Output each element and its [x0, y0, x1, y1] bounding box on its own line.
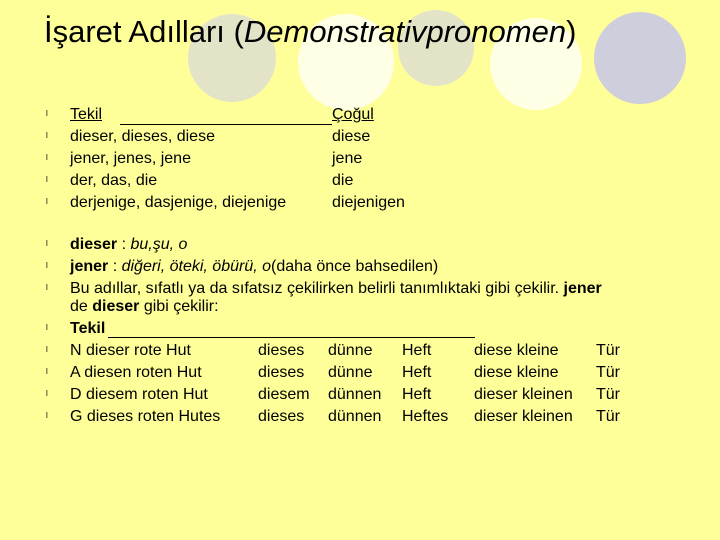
- bullet: l: [46, 131, 48, 140]
- bullet: l: [46, 345, 48, 354]
- plural-form: jene: [332, 150, 363, 167]
- bullet: l: [46, 323, 48, 332]
- masculine-cell: D diesem roten Hut: [70, 386, 208, 403]
- feminine-cell: dieser kleinen: [474, 408, 573, 425]
- neuter-noun-cell: Heftes: [402, 408, 449, 425]
- neuter-noun-cell: Heft: [402, 364, 432, 381]
- header-singular: Tekil: [70, 320, 106, 337]
- feminine-cell: diese kleine: [474, 342, 559, 359]
- masculine-cell: A diesen roten Hut: [70, 364, 202, 381]
- table1-row: [46, 150, 426, 172]
- table2-row: [46, 408, 666, 430]
- masculine-cell: G dieses roten Hutes: [70, 408, 221, 425]
- neuter-adjective-cell: dünne: [328, 342, 373, 359]
- plural-form: diese: [332, 128, 371, 145]
- singular-forms: jener, jenes, jene: [70, 150, 191, 167]
- table2-row: [46, 386, 666, 408]
- header-underline: [120, 124, 332, 125]
- table1-row: [46, 128, 426, 150]
- neuter-adjective-cell: dünnen: [328, 386, 382, 403]
- bullet: l: [46, 261, 48, 270]
- masculine-cell: N dieser rote Hut: [70, 342, 191, 359]
- feminine-noun-cell: Tür: [596, 408, 620, 425]
- neuter-adjective-cell: dünne: [328, 364, 373, 381]
- bullet: l: [46, 411, 48, 420]
- singular-forms: derjenige, dasjenige, diejenige: [70, 194, 287, 211]
- bullet: l: [46, 389, 48, 398]
- singular-forms: der, das, die: [70, 172, 158, 189]
- neuter-noun-cell: Heft: [402, 342, 432, 359]
- feminine-cell: dieser kleinen: [474, 386, 573, 403]
- feminine-cell: diese kleine: [474, 364, 559, 381]
- header-singular: Tekil: [70, 106, 103, 123]
- singular-forms: dieser, dieses, diese: [70, 128, 215, 145]
- neuter-article-cell: diesem: [258, 386, 310, 403]
- bullet: l: [46, 239, 48, 248]
- bullet: l: [46, 153, 48, 162]
- neuter-noun-cell: Heft: [402, 386, 432, 403]
- neuter-adjective-cell: dünnen: [328, 408, 382, 425]
- neuter-article-cell: dieses: [258, 342, 305, 359]
- plural-form: diejenigen: [332, 194, 405, 211]
- table2-row: [46, 342, 666, 364]
- page-title: İşaret Adılları (Demonstrativpronomen): [44, 14, 577, 49]
- bullet: l: [46, 175, 48, 184]
- table2-row: [46, 364, 666, 386]
- table1-row: [46, 194, 426, 216]
- neuter-article-cell: dieses: [258, 364, 305, 381]
- note-declension-line2: de dieser gibi çekilir:: [70, 298, 219, 315]
- neuter-article-cell: dieses: [258, 408, 305, 425]
- bullet: l: [46, 283, 48, 292]
- table1-row: [46, 172, 426, 194]
- feminine-noun-cell: Tür: [596, 342, 620, 359]
- note-jener: l jener : diğeri, öteki, öbürü, o(daha önce bahsedilen): [46, 258, 439, 275]
- note-declension-line1: l Bu adıllar, sıfatlı ya da sıfatsız çekilirken belirli tanımlıktaki gibi çekilir. jener: [46, 280, 602, 297]
- feminine-noun-cell: Tür: [596, 364, 620, 381]
- header-plural: Çoğul: [332, 106, 374, 123]
- note-dieser: l dieser : bu,şu, o: [46, 236, 188, 253]
- plural-form: die: [332, 172, 354, 189]
- feminine-noun-cell: Tür: [596, 386, 620, 403]
- bullet: l: [46, 109, 48, 118]
- bullet: l: [46, 197, 48, 206]
- header-underline: [108, 337, 475, 338]
- table2-header: [46, 320, 486, 342]
- bullet: l: [46, 367, 48, 376]
